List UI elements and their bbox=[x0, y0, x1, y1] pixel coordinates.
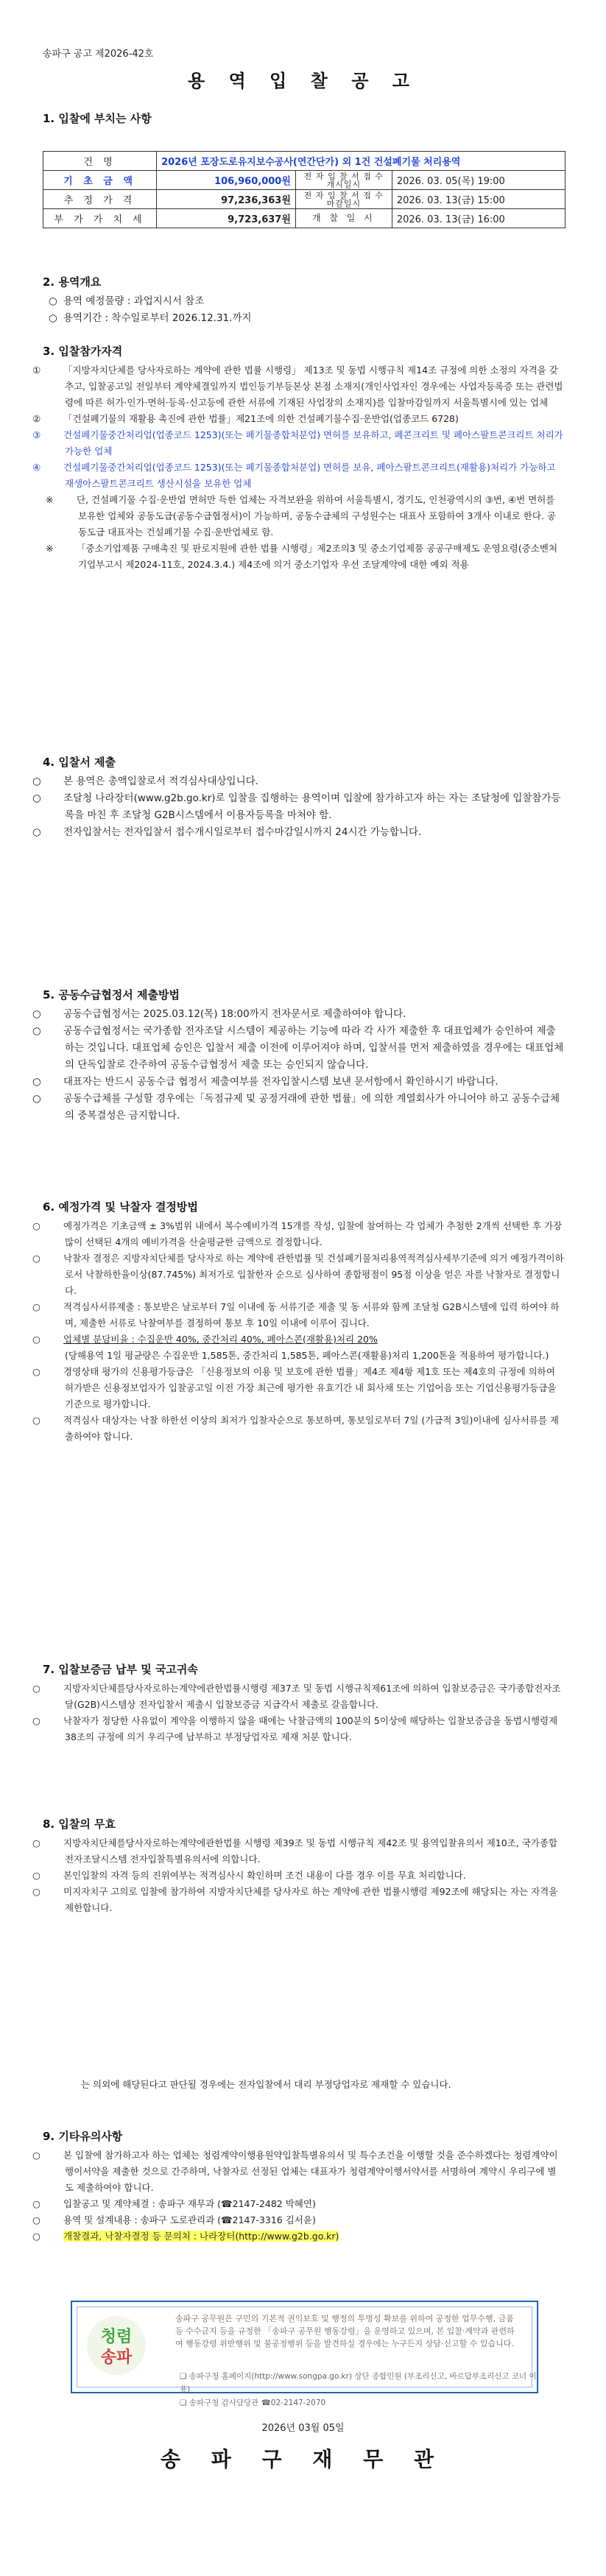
table-label: 부 가 가 치 세 bbox=[43, 209, 157, 228]
list-item: 건설폐기물중간처리업(업종코드 1253)(또는 폐기물종합처분업) 면허를 보유하고, 폐콘크리트 및 폐아스팔트콘크리트 처리가 가능한 업체 bbox=[63, 429, 563, 457]
list-item: 단, 건설폐기물 수집·운반업 면허만 득한 업체는 자격보완을 위하여 서울특별시, 경기도, 인천광역시의 ③번, ④번 면허를 보유한 업체와 공동도급(공동수급협정서)이 가능하며, 공동수급체의 구성원수는 대표사 포함하여 3개사 이내로 한다. 공동도급 대표자는 건설폐기물 수집·운반업체로 함. bbox=[77, 494, 556, 538]
issuing-office: 송 파 구 재 무 관 bbox=[160, 2447, 446, 2471]
estimated-price: 97,236,363원 bbox=[157, 190, 296, 209]
list-item: 조달청 나라장터(www.g2b.go.kr)로 입찰을 집행하는 용역이며 입찰에 참가하고자 하는 자는 조달청에 입찰참가등록을 마친 후 조달청 G2B시스템에서 이용자등록을 마쳐야 함. bbox=[63, 792, 561, 821]
vat-amount: 9,723,637원 bbox=[157, 209, 296, 228]
table-label: 기 초 금 액 bbox=[43, 171, 157, 190]
table-label: 전 자 입 찰 서 접 수 개시일시 bbox=[295, 171, 392, 190]
list-item: 대표자는 반드시 공동수급 협정서 제출여부를 전자입찰시스템 보낸 문서함에서 확인하시기 바랍니다. bbox=[63, 1076, 498, 1088]
section-body: ○ 본 용역은 총액입찰로서 적격심사대상입니다. ○ 조달청 나라장터(www.g2b.go.kr)로 입찰을 집행하는 용역이며 입찰에 참가하고자 하는 자는 조달청에 입찰참가등록을 마친 후 조달청 G2B시스템에서 이용자등록을 마쳐야 함. ○ 전자입찰서는 전자입찰서 접수개시일로부터 접수마감일시까지 24시간 가능합니다. bbox=[32, 775, 561, 838]
section-heading: 3. 입찰참가자격 bbox=[43, 345, 123, 358]
notice-number: 송파구 공고 제2026-42호 bbox=[43, 49, 154, 60]
bid-info-table bbox=[43, 151, 566, 228]
section-heading: 7. 입찰보증금 납부 및 국고귀속 bbox=[43, 1663, 198, 1676]
list-item: 개찰결과, 낙찰자결정 등 문의처 : 나라장터(http://www.g2b.go.kr) bbox=[63, 2231, 339, 2242]
section-heading: 9. 기타유의사항 bbox=[43, 2130, 123, 2143]
logo-text-2: 송파 bbox=[100, 2348, 133, 2367]
list-item: 본인입찰의 자격 등의 진위여부는 적격심사시 확인하며 조건 내용이 다를 경우 이를 무효 처리합니다. bbox=[63, 1870, 466, 1881]
list-item: 「지방자치단체를 당사자로하는 계약에 관한 법률 시행령」 제13조 및 동법 시행규칙 제14조 규정에 의한 소정의 자격을 갖추고, 입찰공고일 전일부터 계약체결일까지 법인등기부등본상 본점 소재지(개인사업자인 경우에는 사업자등록증 또는 관련법령에 따른 허가·인가·면허·등록·신고등에 관한 서류에 기재된 사업장의 소재지)를 입찰마감일까지 서울특별시에 있는 업체 bbox=[63, 365, 563, 408]
notice-text: 송파구 공무원은 구민의 기본적 권익보호 및 행정의 투명성 확보를 위하여 공정한 업무수행, 금품 등 수수금지 등을 규정한 「송파구 공무원 행동강령」을 운영하고 있으며, 본 입찰·계약과 관련하여 행동강령 위반행위 및 불공정행위 등을 발견하실 경우에는 누구든지 상담·신고할 수 있습니다. bbox=[175, 2314, 515, 2348]
section-note: 는 의외에 해당된다고 판단될 경우에는 전자입찰에서 대리 부정당업자로 제재할 수 있습니다. bbox=[81, 2079, 451, 2090]
homepage-link[interactable]: 송파구청 홈페이지(http://www.songpa.go.kr) 상단 종합민원 (부조리신고, 바르답부조리신고 코너 이용) bbox=[180, 2372, 537, 2394]
base-amount: 106,960,000원 bbox=[157, 171, 296, 190]
list-item: 입찰공고 및 계약체결 : 송파구 재무과 (☎2147-2482 박혜연) bbox=[63, 2198, 316, 2209]
list-item: 공동수급체를 구성할 경우에는「독점규제 및 공정거래에 관한 법률」에 의한 계열회사가 아니어야 하고 공동수급체의 중복결성은 금지합니다. bbox=[63, 1093, 560, 1122]
list-item: 용역 예정물량 : 과업지시서 참조 bbox=[63, 295, 205, 307]
notice-date: 2026년 03월 05일 bbox=[261, 2423, 345, 2434]
table-label: 전 자 입 찰 서 접 수 마감일시 bbox=[295, 190, 392, 209]
list-item: 미지자치구 고의로 입찰에 참가하여 지방자치단체를 당사자로 하는 계약에 관한 법률시행령 제92조에 해당되는 자는 자격을 제한합니다. bbox=[63, 1886, 558, 1913]
list-item: 지방자치단체를당사자로하는계약에관한법률시행령 제37조 및 동법 시행규칙제61조에 의하여 입찰보증금은 국가종합전자조달(G2B)시스템상 전자입찰서 제출시 입찰보증금 지급각서 제출로 갈음합니다. bbox=[63, 1683, 561, 1710]
list-item: 예정가격은 기초금액 ± 3%범위 내에서 복수예비가격 15개를 작성, 입찰에 참여하는 각 업체가 추첨한 2개씩 선택한 후 가장 많이 선택된 4개의 예비가격을 산술평균한 금액으로 결정합니다. bbox=[63, 1220, 563, 1247]
audit-contact: 송파구청 감사담당관 ☎02-2147-2070 bbox=[189, 2399, 326, 2407]
list-item: 지방자치단체를당사자로하는계약에관한법률 시행령 제39조 및 동법 시행규칙 제42조 및 용역입찰유의서 제10조, 국가종합전자조달시스템 전자입찰특별유의서에 의합니다. bbox=[63, 1837, 558, 1865]
open-datetime: 2026. 03. 05(목) 19:00 bbox=[392, 171, 565, 190]
list-item: 「건설폐기물의 재활용 촉진에 관한 법률」제21조에 의한 건설폐기물수집·운반업(업종코드 6728) bbox=[63, 413, 459, 424]
section-body: ○ 공동수급협정서는 2025.03.12(목) 18:00까지 전자문서로 제출하여야 합니다. ○ 공동수급협정서는 국가종합 전자조달 시스템이 제공하는 기능에 따라 각 사가 제출한 후 대표업체가 승인하여 제출하는 것입니다. 대표업체 승인은 입찰서 제출 이전에 이루어져야 하며, 입찰서를 먼저 제출하였을 경우에는 대표업체의 단독입찰로 간주하여 공동수급협정서 제출 또는 승인되지 않습니다. ○ 대표자는 반드시 공동수급 협정서 제출여부를 전자입찰시스템 보낸 문서함에서 확인하시기 바랍니다. ○ 공동수급체를 구성할 경우에는「독점규제 및 공정거래에 관한 법률」에 의한 계열회사가 아니어야 하고 공동수급체의 중복결성은 금지합니다. bbox=[32, 1008, 564, 1122]
opening-datetime: 2026. 03. 13(금) 16:00 bbox=[392, 209, 565, 228]
list-item: 적격심사 대상자는 낙찰 하한선 이상의 최저가 입찰자순으로 통보하며, 통보일로부터 7일 (가급적 3일)이내에 심사서류를 제출하여야 합니다. bbox=[63, 1415, 559, 1442]
list-item: 공동수급협정서는 2025.03.12(목) 18:00까지 전자문서로 제출하여야 합니다. bbox=[63, 1008, 406, 1020]
logo-text-1: 청렴 bbox=[100, 2328, 133, 2346]
section-heading: 4. 입찰서 제출 bbox=[43, 756, 116, 769]
list-item: 적격심사서류제출 : 통보받은 날로부터 7일 이내에 동 서류기준 제출 및 동 서류와 함께 조달청 G2B시스템에 입력 하여야 하며, 제출한 서류로 낙찰여부를 결정하여 통보 후 10일 이내에 이루어 집니다. bbox=[63, 1301, 560, 1329]
list-item: 용역기간 : 착수일로부터 2026.12.31.까지 bbox=[63, 312, 252, 324]
project-name: 2026년 포장도로유지보수공사(연간단가) 외 1건 건설폐기물 처리용역 bbox=[157, 152, 566, 171]
table-label: 추 정 가 격 bbox=[43, 190, 157, 209]
section-body: ○ 지방자치단체를당사자로하는계약에관한법률시행령 제37조 및 동법 시행규칙제61조에 의하여 입찰보증금은 국가종합전자조달(G2B)시스템상 전자입찰서 제출시 입찰보증금 지급각서 제출로 갈음합니다. ○ 낙찰자가 정당한 사유없이 계약을 이행하지 않을 때에는 낙찰금액의 100분의 5이상에 해당하는 입찰보증금을 동법시행령제38조의 규정에 의거 우리구에 납부하고 부정당업자로 제재 처분 합니다. bbox=[32, 1683, 561, 1742]
list-item: 전자입찰서는 전자입찰서 접수개시일로부터 접수마감일시까지 24시간 가능합니다. bbox=[63, 826, 422, 838]
notice-links: ❑ 송파구청 홈페이지(http://www.songpa.go.kr) 상단 종합민원 (부조리신고, 바르답부조리신고 코너 이용) ❑ 송파구청 감사담당관 ☎02-2147-2070 bbox=[180, 2372, 537, 2407]
section-heading: 5. 공동수급협정서 제출방법 bbox=[43, 988, 180, 1002]
list-item: 공동수급협정서는 국가종합 전자조달 시스템이 제공하는 기능에 따라 각 사가 제출한 후 대표업체가 승인하여 제출하는 것입니다. 대표업체 승인은 입찰서 제출 이전에 이루어져야 하며, 입찰서를 먼저 제출하였을 경우에는 대표업체의 단독입찰로 간주하여 공동수급협정서 제출 또는 승인되지 않습니다. bbox=[63, 1025, 564, 1071]
integrity-logo-icon bbox=[81, 2312, 152, 2379]
section-body: ○ 본 입찰에 참가하고자 하는 업체는 청렴계약이행용원약입찰특별유의서 및 특수조건을 이행할 것을 준수하겠다는 청렴계약이행이서약을 제출한 것으로 간주하며, 낙찰자로 선정된 업체는 대표자가 청렴계약이행서약서를 서명하여 계약시 우리구에 별도 제출하여야 합니다. ○ 입찰공고 및 계약체결 : 송파구 재무과 (☎2147-2482 박혜연) ○ 용역 및 설계내용 : 송파구 도로관리과 (☎2147-3316 김서윤) ○ 개찰결과, 낙찰자결정 등 문의처 : 나라장터(http://www.g2b.go.kr) bbox=[32, 2150, 558, 2242]
list-item: 경영상태 평가의 신용평가등급은 「신용정보의 이용 및 보호에 관한 법률」제4조 제4항 제1호 또는 제4호의 규정에 의하여 허가받은 신용정보업자가 입찰공고일 이전 가장 최근에 평가한 유효기간 내 회사채 또는 기업어음 또는 기업신용평가등급을 기준으로 평가합니다. bbox=[63, 1366, 557, 1410]
section-heading: 6. 예정가격 및 낙찰자 결정방법 bbox=[43, 1200, 198, 1214]
section-body: ○ 용역 예정물량 : 과업지시서 참조 ○ 용역기간 : 착수일로부터 2026.12.31.까지 bbox=[49, 295, 252, 324]
list-item: 건설폐기물중간처리업(업종코드 1253)(또는 폐기물종합처분업) 면허를 보유, 폐아스팔트콘크리트(재활용)처리가 가능하고 재생아스팔트콘크리트 생산시설을 보유한 업체 bbox=[63, 462, 556, 489]
list-item: 용역 및 설계내용 : 송파구 도로관리과 (☎2147-3316 김서윤) bbox=[63, 2214, 316, 2225]
table-label: 개 찰 일 시 bbox=[295, 209, 392, 228]
list-item: 낙찰자 결정은 지방자치단체를 당사자로 하는 계약에 관한법률 및 건설폐기물처리용역적격심사세부기준에 의거 예정가격이하로서 낙찰하한율이상(87.745%) 최저가로 입찰한자 순으로 심사하여 종합평점이 95점 이상을 얻은 자를 낙찰자로 결정합니다. bbox=[63, 1253, 564, 1296]
list-item: (당해용역 1일 평균량은 수집운반 1,585톤, 중간처리 1,585톤, 폐아스콘(재활용)처리 1,200톤을 적용하여 평가합니다.) bbox=[65, 1350, 549, 1361]
list-item: 「중소기업제품 구매촉진 및 판로지원에 관한 법률 시행령」제2조의3 및 중소기업제품 공공구매제도 운영요령(중소벤처기업부고시 제2024-11호, 2024.3.4.) 제4조에 의거 중소기업자 우선 조달계약에 대한 예외 적용 bbox=[77, 543, 558, 570]
integrity-notice-box bbox=[71, 2301, 538, 2407]
table-label: 건 명 bbox=[43, 152, 157, 171]
list-item: 본 입찰에 참가하고자 하는 업체는 청렴계약이행용원약입찰특별유의서 및 특수조건을 이행할 것을 준수하겠다는 청렴계약이행이서약을 제출한 것으로 간주하며, 낙찰자로 선정된 업체는 대표자가 청렴계약이행서약서를 서명하여 계약시 우리구에 별도 제출하여야 합니다. bbox=[63, 2150, 558, 2193]
page-title: 용 역 입 찰 공 고 bbox=[188, 71, 418, 91]
section-body: ① 「지방자치단체를 당사자로하는 계약에 관한 법률 시행령」 제13조 및 동법 시행규칙 제14조 규정에 의한 소정의 자격을 갖추고, 입찰공고일 전일부터 계약체결일까지 법인등기부등본상 본점 소재지(개인사업자인 경우에는 사업자등록증 또는 관련법령에 따른 허가·인가·면허·등록·신고등에 관한 서류에 기재된 사업장의 소재지)를 입찰마감일까지 서울특별시에 있는 업체 ② 「건설폐기물의 재활용 촉진에 관한 법률」제21조에 의한 건설폐기물수집·운반업(업종코드 6728) ③ 건설폐기물중간처리업(업종코드 1253)(또는 폐기물종합처분업) 면허를 보유하고, 폐콘크리트 및 폐아스팔트콘크리트 처리가 가능한 업체 ④ 건설폐기물중간처리업(업종코드 1253)(또는 폐기물종합처분업) 면허를 보유, 폐아스팔트콘크리트(재활용)처리가 가능하고 재생아스팔트콘크리트 생산시설을 보유한 업체 ※ 단, 건설폐기물 수집·운반업 면허만 득한 업체는 자격보완을 위하여 서울특별시, 경기도, 인천광역시의 ③번, ④번 면허를 보유한 업체와 공동도급(공동수급협정서)이 가능하며, 공동수급체의 구성원수는 대표사 포함하여 3개사 이내로 한다. 공동도급 대표자는 건설폐기물 수집·운반업체로 함. ※ 「중소기업제품 구매촉진 및 판로지원에 관한 법률 시행령」제2조의3 및 중소기업제품 공공구매제도 운영요령(중소벤처기업부고시 제2024-11호, 2024.3.4.) 제4조에 의거 중소기업자 우선 조달계약에 대한 예외 적용 bbox=[32, 365, 563, 570]
section-heading: 8. 입찰의 무효 bbox=[43, 1817, 116, 1831]
list-item: 본 용역은 총액입찰로서 적격심사대상입니다. bbox=[63, 775, 258, 787]
list-item: 낙찰자가 정당한 사유없이 계약을 이행하지 않을 때에는 낙찰금액의 100분의 5이상에 해당하는 입찰보증금을 동법시행령제38조의 규정에 의거 우리구에 납부하고 부정당업자로 제재 처분 합니다. bbox=[63, 1715, 558, 1742]
list-item: 업체별 분담비율 : 수집운반 40%, 중간처리 40%, 폐아스콘(재활용)처리 20% bbox=[63, 1334, 378, 1345]
section-body: ○ 예정가격은 기초금액 ± 3%범위 내에서 복수예비가격 15개를 작성, 입찰에 참여하는 각 업체가 추첨한 2개씩 선택한 후 가장 많이 선택된 4개의 예비가격을 산술평균한 금액으로 결정합니다. ○ 낙찰자 결정은 지방자치단체를 당사자로 하는 계약에 관한법률 및 건설폐기물처리용역적격심사세부기준에 의거 예정가격이하로서 낙찰하한율이상(87.745%) 최저가로 입찰한자 순으로 심사하여 종합평점이 95점 이상을 얻은 자를 낙찰자로 결정합니다. ○ 적격심사서류제출 : 통보받은 날로부터 7일 이내에 동 서류기준 제출 및 동 서류와 함께 조달청 G2B시스템에 입력 하여야 하며, 제출한 서류로 낙찰여부를 결정하여 통보 후 10일 이내에 이루어 집니다. ○ 업체별 분담비율 : 수집운반 40%, 중간처리 40%, 폐아스콘(재활용)처리 20% (당해용역 1일 평균량은 수집운반 1,585톤, 중간처리 1,585톤, 폐아스콘(재활용)처리 1,200톤을 적용하여 평가합니다.) ○ 경영상태 평가의 신용평가등급은 「신용정보의 이용 및 보호에 관한 법률」제4조 제4항 제1호 또는 제4호의 규정에 의하여 허가받은 신용정보업자가 입찰공고일 이전 가장 최근에 평가한 유효기간 내 회사채 또는 기업어음 또는 기업신용평가등급을 기준으로 평가합니다. ○ 적격심사 대상자는 낙찰 하한선 이상의 최저가 입찰자순으로 통보하며, 통보일로부터 7일 (가급적 3일)이내에 심사서류를 제출하여야 합니다. bbox=[32, 1220, 564, 1442]
section-heading: 1. 입찰에 부치는 사항 bbox=[43, 112, 152, 125]
section-heading: 2. 용역개요 bbox=[43, 275, 102, 289]
close-datetime: 2026. 03. 13(금) 15:00 bbox=[392, 190, 565, 209]
section-body: ○ 지방자치단체를당사자로하는계약에관한법률 시행령 제39조 및 동법 시행규칙 제42조 및 용역입찰유의서 제10조, 국가종합전자조달시스템 전자입찰특별유의서에 의합니다. ○ 본인입찰의 자격 등의 진위여부는 적격심사시 확인하며 조건 내용이 다를 경우 이를 무효 처리합니다. ○ 미지자치구 고의로 입찰에 참가하여 지방자치단체를 당사자로 하는 계약에 관한 법률시행령 제92조에 해당되는 자는 자격을 제한합니다. bbox=[32, 1837, 558, 1913]
